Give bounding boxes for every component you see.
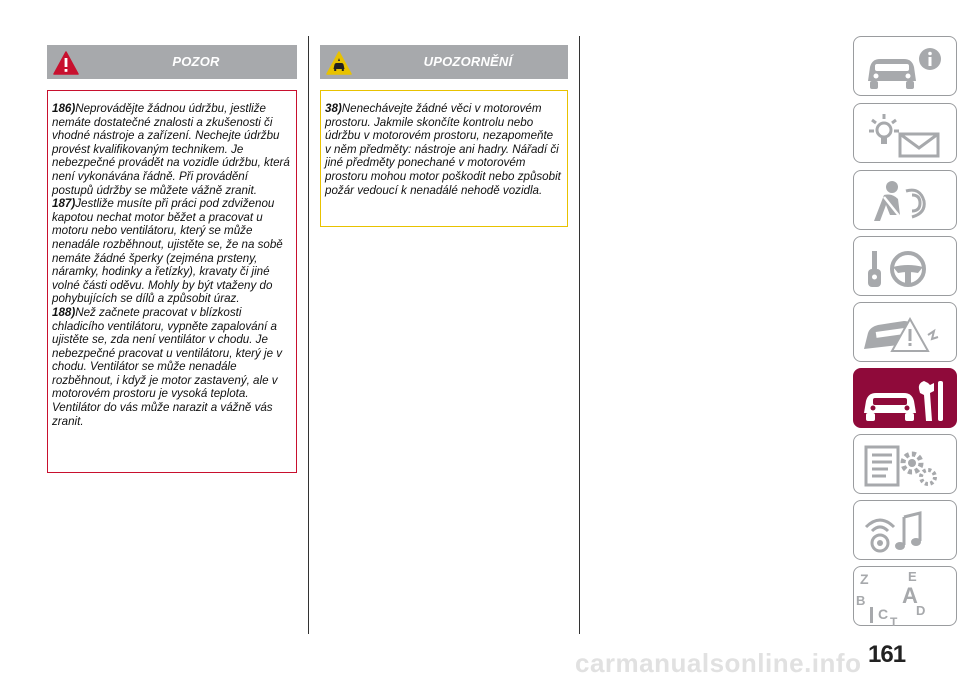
- index-letter: A: [902, 583, 918, 608]
- index-letter: E: [908, 569, 917, 584]
- technical-data-gears-icon: [854, 435, 958, 495]
- warning-item-186: [52, 102, 291, 197]
- tab-safety[interactable]: [853, 170, 957, 230]
- caution-item-text: Nenechávejte žádné věci v motorovém prostoru. Jakmile skončíte kontrolu nebo údržbu v motorovém prostoru, nezapomeňte v něm předměty: nástroje ani hadry. Nářadí či jiné předměty ponechané v motorovém prostoru mohou motor poškodit nebo způsobit požár vedoucí k nenadálé nehodě vozidla.: [325, 102, 561, 197]
- car-wrench-icon: [854, 369, 958, 429]
- caution-header: [320, 45, 568, 79]
- tab-starting-driving[interactable]: [853, 236, 957, 296]
- warning-item-number: 187): [52, 197, 76, 211]
- index-letter: T: [890, 615, 898, 627]
- page-number: 161: [868, 641, 906, 668]
- warning-item-number: 186): [52, 102, 76, 115]
- warning-item-text: Než začnete pracovat v blízkosti chladicího ventilátoru, vypněte zapalování a ujistěte se, zda není ventilátor v chodu. Je nebezpečné pracovat u ventilátoru, který je v chodu. Ventilátor se může nenadále rozběhnout, i když je motor zastavený, ale v motorovém prostoru je vysoká teplota. Ventilátor do vás může narazit a vážně vás zranit.: [52, 305, 283, 428]
- warning-item-number: 188): [52, 305, 76, 319]
- danger-warning-body: [47, 90, 297, 473]
- caution-title: UPOZORNĚNÍ: [423, 54, 513, 69]
- car-info-icon: [854, 37, 958, 97]
- tab-alphabetical-index[interactable]: [853, 566, 957, 626]
- caution-body: [320, 90, 568, 227]
- warning-item-text: Neprovádějte žádnou údržbu, jestliže nemáte dostatečné znalosti a zkušenosti či vhodné nástroje a zařízení. Nechejte údržbu provést kvalifikovaným technikem. Je nebezpečné provádět na vozidle údržbu, která není vykonávána řádně. Při provádění postupů údržby se můžete vážně zranit.: [52, 102, 290, 197]
- danger-warning-header: [47, 45, 297, 79]
- column-divider-left: [308, 36, 309, 634]
- index-letter-i: [870, 607, 873, 623]
- tab-technical-data[interactable]: [853, 434, 957, 494]
- caution-car-triangle-icon: [326, 50, 352, 76]
- danger-triangle-icon: [53, 50, 79, 76]
- tab-maintenance[interactable]: [853, 368, 957, 428]
- column-divider-right: [579, 36, 580, 634]
- danger-warning-panel: [47, 45, 297, 473]
- index-letter: C: [878, 606, 889, 622]
- multimedia-icon: [854, 501, 958, 561]
- seatbelt-airbag-icon: [854, 171, 958, 231]
- tab-emergency[interactable]: [853, 302, 957, 362]
- warning-item-187: [52, 197, 291, 306]
- car-breakdown-icon: [854, 303, 958, 363]
- caution-item-38: [325, 102, 562, 197]
- warning-light-message-icon: [854, 104, 958, 164]
- warning-item-188: [52, 306, 291, 428]
- tab-multimedia[interactable]: [853, 500, 957, 560]
- warning-item-text: Jestliže musíte při práci pod zdviženou kapotou nechat motor běžet a pracovat u motoru nebo ventilátoru, který se může nenadále rozběhnout, ujistěte se, že na sobě nemáte žádné šperky (zejména prsteny, náramky, hodinky a řetízky), kravaty či jiné volné části oděvu. Mohly by být vtaženy do pohybujících se dílů a způsobit úraz.: [52, 197, 283, 306]
- tab-warning-lights[interactable]: [853, 103, 957, 163]
- watermark: carmanualsonline.info: [575, 648, 862, 678]
- key-steering-wheel-icon: [854, 237, 958, 297]
- index-letter: Z: [860, 571, 869, 587]
- index-letter: B: [856, 593, 866, 608]
- index-letter: D: [916, 603, 926, 618]
- tab-getting-to-know-car[interactable]: [853, 36, 957, 96]
- danger-warning-title: POZOR: [172, 54, 220, 69]
- caution-panel: [320, 45, 568, 227]
- caution-item-number: 38): [325, 102, 342, 115]
- alphabetical-index-icon: [854, 567, 958, 627]
